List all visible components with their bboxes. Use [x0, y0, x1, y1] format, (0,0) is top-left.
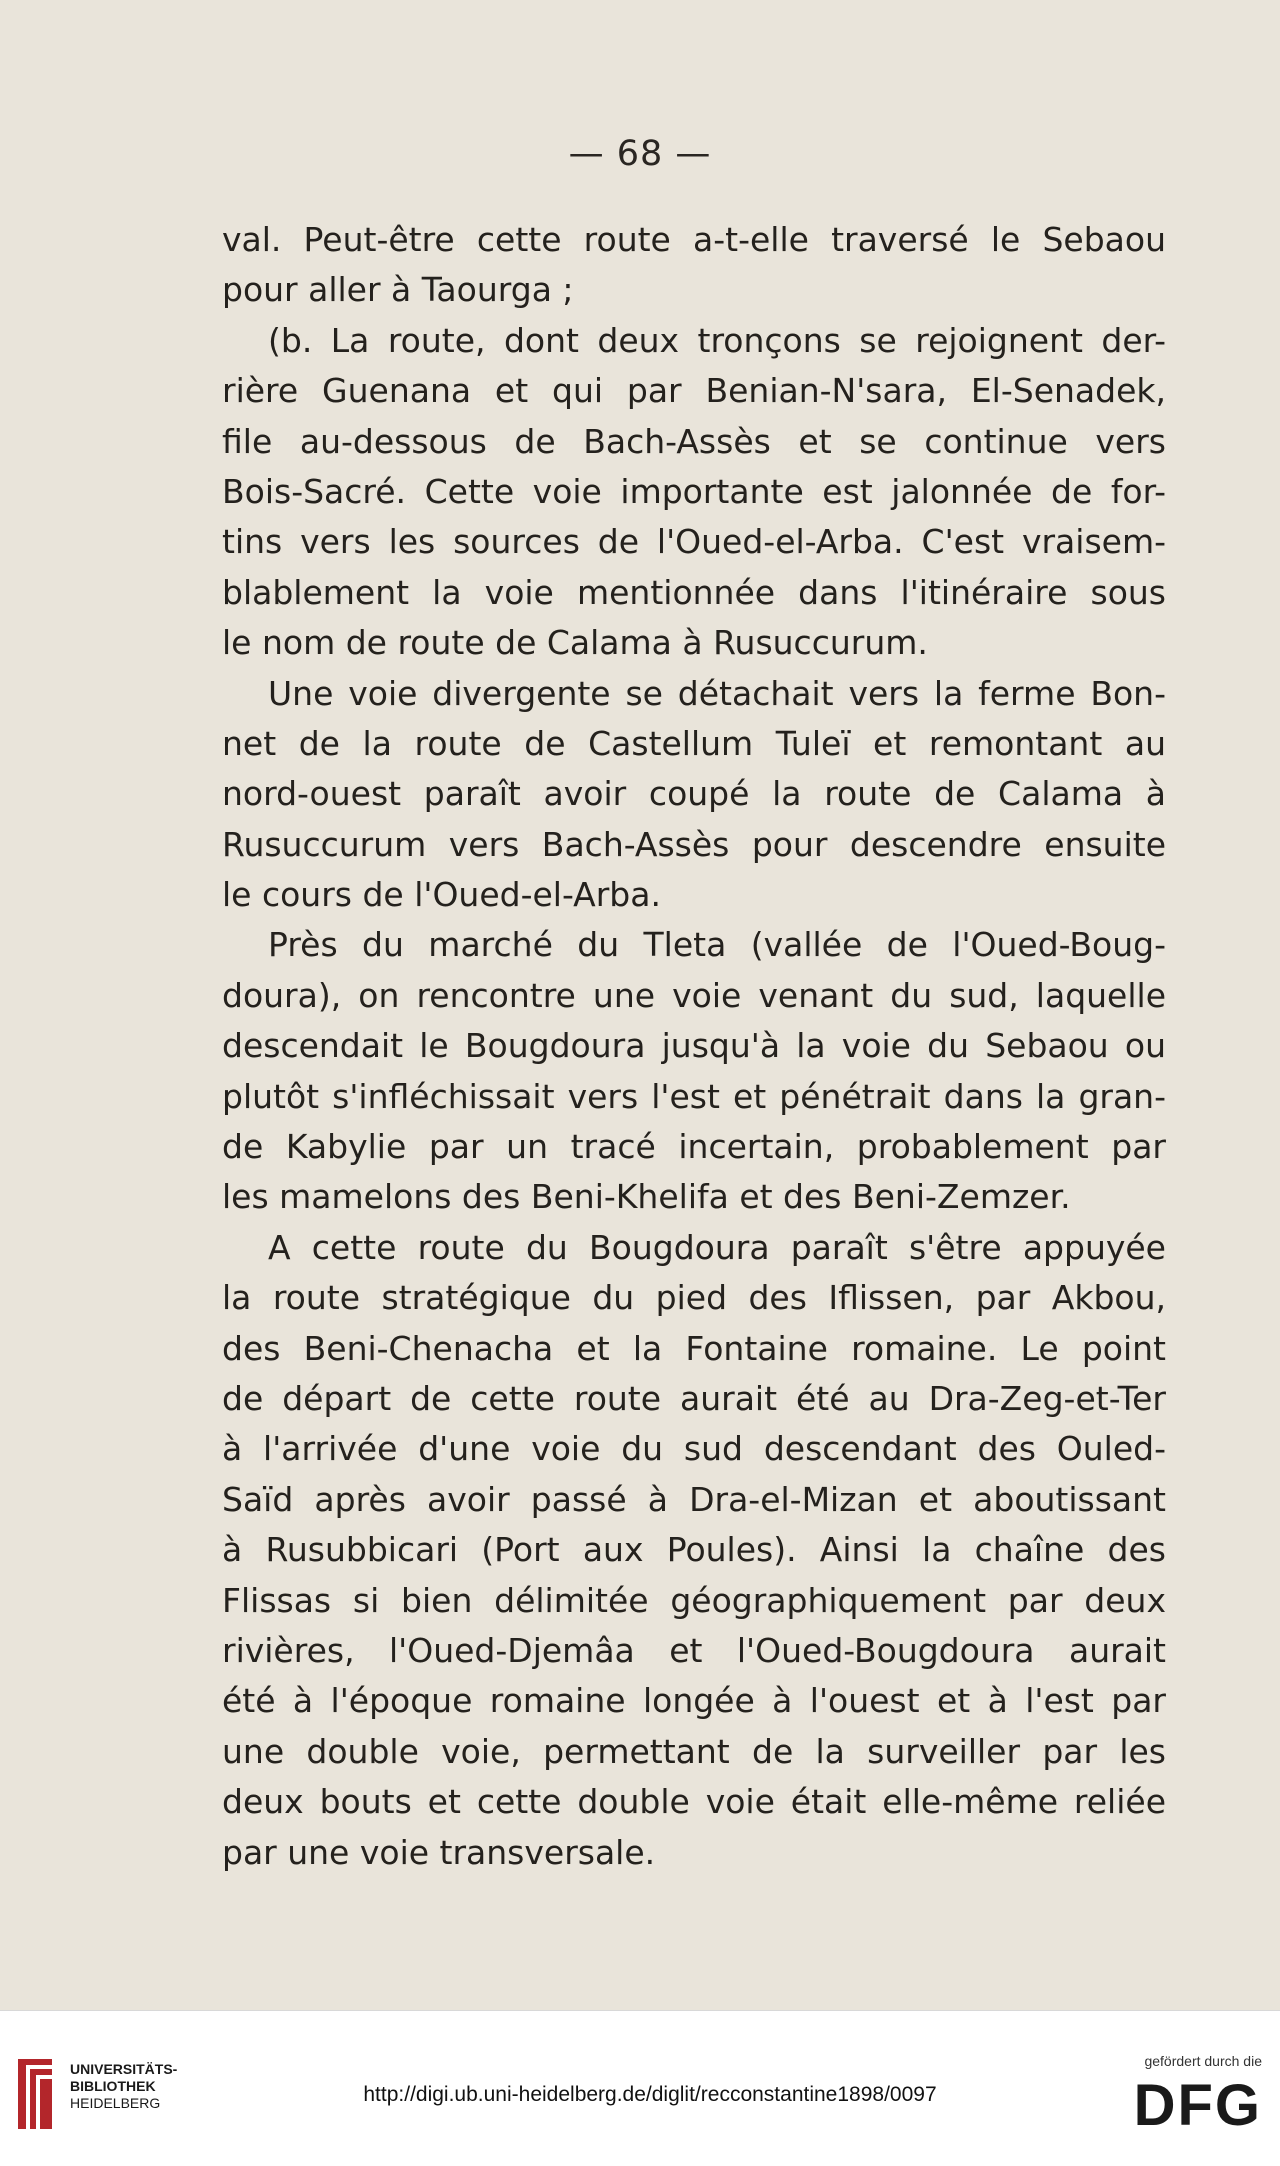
library-name-line: HEIDELBERG: [70, 2095, 161, 2111]
text-line: val. Peut-être cette route a-t-elle traversé le Sebaou: [222, 220, 1166, 259]
text-line: Saïd après avoir passé à Dra-el-Mizan et aboutissant: [222, 1479, 1166, 1519]
text-line: doura), on rencontre une voie venant du sud, laquelle: [222, 975, 1166, 1015]
body-text: [222, 215, 1166, 1878]
text-line: une double voie, permettant de la surveiller par les: [222, 1731, 1166, 1771]
text-line: A cette route du Bougdoura paraît s'être appuyée: [268, 1227, 1166, 1267]
text-line: le nom de route de Calama à Rusuccurum.: [222, 623, 928, 663]
text-line: blablement la voie mentionnée dans l'itinéraire sous: [222, 572, 1166, 612]
text-line: descendait le Bougdoura jusqu'à la voie du Sebaou ou: [222, 1026, 1166, 1066]
viewer-footer: [0, 2010, 1280, 2166]
text-line: Rusuccurum vers Bach-Assès pour descendre ensuite: [222, 824, 1166, 864]
text-line: nord-ouest paraît avoir coupé la route de Calama à: [222, 774, 1166, 814]
text-line: tins vers les sources de l'Oued-el-Arba. C'est vraisem-: [222, 522, 1166, 562]
funding-note: gefördert durch die: [1144, 2053, 1262, 2069]
text-line: de départ de cette route aurait été au Dra-Zeg-et-Ter: [222, 1378, 1166, 1418]
permalink-url[interactable]: http://digi.ub.uni-heidelberg.de/diglit/recconstantine1898/0097: [363, 2083, 937, 2106]
text-line: (b. La route, dont deux tronçons se rejoignent der-: [268, 320, 1166, 360]
text-line: le cours de l'Oued-el-Arba.: [222, 875, 661, 915]
page-number: — 68 —: [568, 134, 712, 174]
text-line: file au-dessous de Bach-Assès et se continue vers: [222, 421, 1166, 461]
text-line: Près du marché du Tleta (vallée de l'Oued-Boug-: [268, 925, 1166, 965]
library-name-line: BIBLIOTHEK: [70, 2078, 156, 2094]
library-name-line: UNIVERSITÄTS-: [70, 2061, 178, 2077]
text-line: de Kabylie par un tracé incertain, probablement par: [222, 1127, 1166, 1167]
dfg-logo: DFG: [1133, 2073, 1262, 2138]
text-line: Flissas si bien délimitée géographiquement par deux: [222, 1580, 1166, 1620]
text-line: les mamelons des Beni-Khelifa et des Beni-Zemzer.: [222, 1177, 1071, 1217]
text-line: des Beni-Chenacha et la Fontaine romaine. Le point: [222, 1328, 1166, 1368]
text-line: Une voie divergente se détachait vers la ferme Bon-: [268, 673, 1166, 713]
library-name: [70, 2061, 177, 2112]
text-line: à Rusubbicari (Port aux Poules). Ainsi la chaîne des: [222, 1530, 1166, 1570]
text-line: rivières, l'Oued-Djemâa et l'Oued-Bougdoura aurait: [222, 1630, 1166, 1670]
text-line: pour aller à Taourga ;: [222, 270, 574, 310]
text-line: rière Guenana et qui par Benian-N'sara, El-Senadek,: [222, 371, 1166, 411]
text-line: net de la route de Castellum Tuleï et remontant au: [222, 723, 1166, 763]
text-line: plutôt s'infléchissait vers l'est et pénétrait dans la gran-: [222, 1076, 1166, 1116]
text-line: à l'arrivée d'une voie du sud descendant des Ouled-: [222, 1429, 1166, 1469]
text-line: par une voie transversale.: [222, 1832, 656, 1872]
text-line: Bois-Sacré. Cette voie importante est jalonnée de for-: [222, 471, 1166, 511]
text-line: la route stratégique du pied des Iflissen, par Akbou,: [222, 1278, 1166, 1318]
text-line: été à l'époque romaine longée à l'ouest et à l'est par: [222, 1681, 1166, 1721]
university-library-logo-icon: [12, 2053, 58, 2135]
text-line: deux bouts et cette double voie était elle-même reliée: [222, 1782, 1166, 1822]
